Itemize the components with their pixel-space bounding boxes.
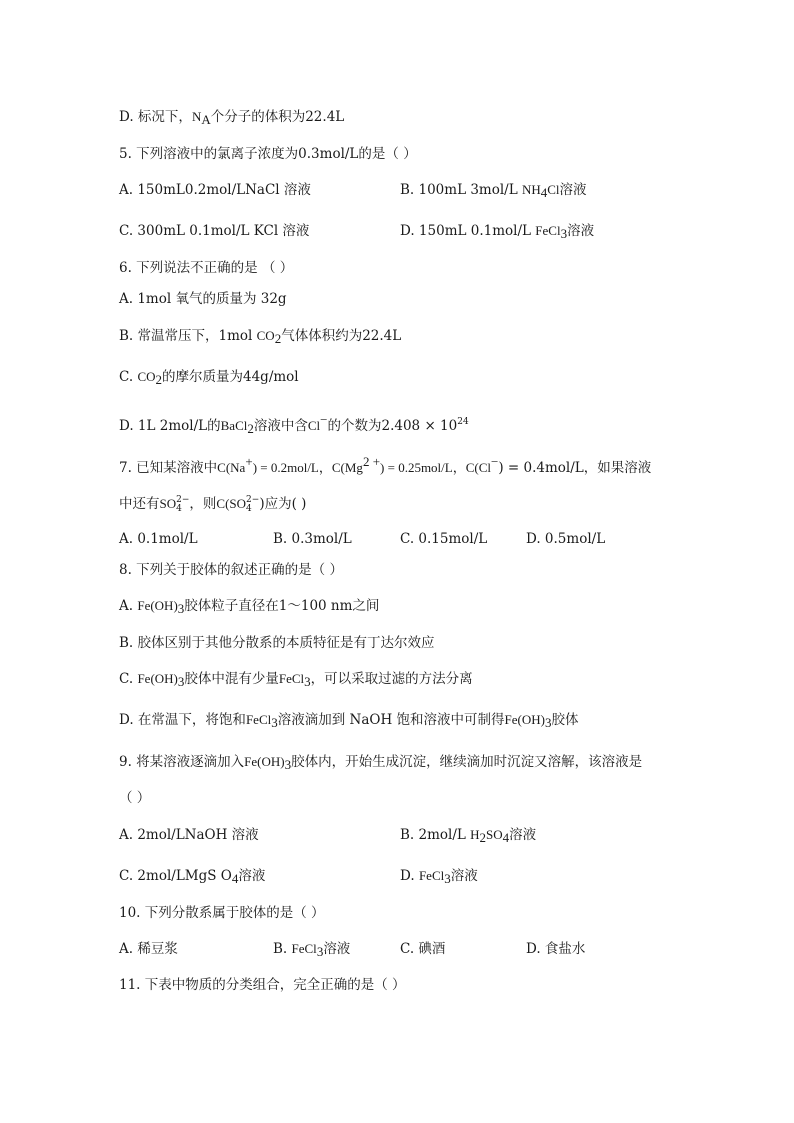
- q9-stem-line2: （ ）: [119, 790, 151, 806]
- q10-option-d: D. 食盐水: [526, 941, 586, 957]
- q9-option-c: C. 2mol/LMgS O4溶液: [119, 868, 266, 886]
- q8-stem: 8. 下列关于胶体的叙述正确的是（ ）: [119, 562, 343, 578]
- q9-stem-line1: 9. 将某溶液逐滴加入Fe(OH)3胶体内，开始生成沉淀，继续滴加时沉淀又溶解，该溶液是: [119, 754, 643, 772]
- q5-option-b: B. 100mL 3mol/L NH4Cl溶液: [400, 182, 587, 200]
- q8-option-a: A. Fe(OH)3胶体粒子直径在1～100 nm之间: [119, 598, 380, 616]
- q7-option-b: B. 0.3mol/L: [273, 531, 352, 547]
- q7-option-a: A. 0.1mol/L: [119, 531, 198, 547]
- q7-stem-line1: 7. 已知某溶液中C(Na+) = 0.2mol/L，C(Mg2 +) = 0.25mol/L，C(Cl−) = 0.4mol/L，如果溶液: [119, 454, 652, 476]
- q6-stem: 6. 下列说法不正确的是 （ ）: [119, 260, 294, 276]
- q7-stem-line2: 中还有SO 2− 4 ，则C(SO 2− 4 )应为( ): [119, 494, 307, 514]
- q5-option-a: A. 150mL0.2mol/LNaCl 溶液: [119, 182, 311, 198]
- q10-option-a: A. 稀豆浆: [119, 941, 178, 957]
- q6-option-d: D. 1L 2mol/L的BaCl2溶液中含Cl−的个数为$2.408 \times 10^{24}$: [119, 412, 469, 436]
- q9-option-a: A. 2mol/LNaOH 溶液: [119, 827, 259, 843]
- q8-option-c: C. Fe(OH)3胶体中混有少量FeCl3，可以采取过滤的方法分离: [119, 671, 473, 689]
- q5-stem: 5. 下列溶液中的氯离子浓度为0.3mol/L的是（ ）: [119, 146, 417, 162]
- q8-option-b: B. 胶体区别于其他分散系的本质特征是有丁达尔效应: [119, 635, 435, 651]
- q10-stem: 10. 下列分散系属于胶体的是（ ）: [119, 905, 325, 921]
- q5-option-c: C. 300mL 0.1mol/L KCl 溶液: [119, 223, 310, 239]
- q7-option-c: C. 0.15mol/L: [400, 531, 488, 547]
- q7-option-d: D. 0.5mol/L: [526, 531, 606, 547]
- q8-option-d: D. 在常温下，将饱和FeCl3溶液滴加到 NaOH 饱和溶液中可制得Fe(OH)3胶体: [119, 712, 579, 730]
- q5-option-d: D. 150mL 0.1mol/L FeCl3溶液: [400, 223, 595, 241]
- q9-option-d: D. FeCl3溶液: [400, 868, 478, 886]
- q10-option-b: B. FeCl3溶液: [273, 941, 351, 959]
- q9-option-b: B. 2mol/L H2SO4溶液: [400, 827, 537, 845]
- q4-option-d: D. 标况下，NA个分子的体积为22.4L: [119, 109, 345, 127]
- q11-stem: 11. 下表中物质的分类组合，完全正确的是（ ）: [119, 977, 406, 993]
- q6-option-b: B. 常温常压下，1mol CO2气体体积约为22.4L: [119, 328, 402, 346]
- q6-option-c: C. CO2的摩尔质量为44g/mol: [119, 369, 299, 387]
- q6-option-a: A. 1mol 氧气的质量为 32g: [119, 291, 287, 307]
- q10-option-c: C. 碘酒: [400, 941, 446, 957]
